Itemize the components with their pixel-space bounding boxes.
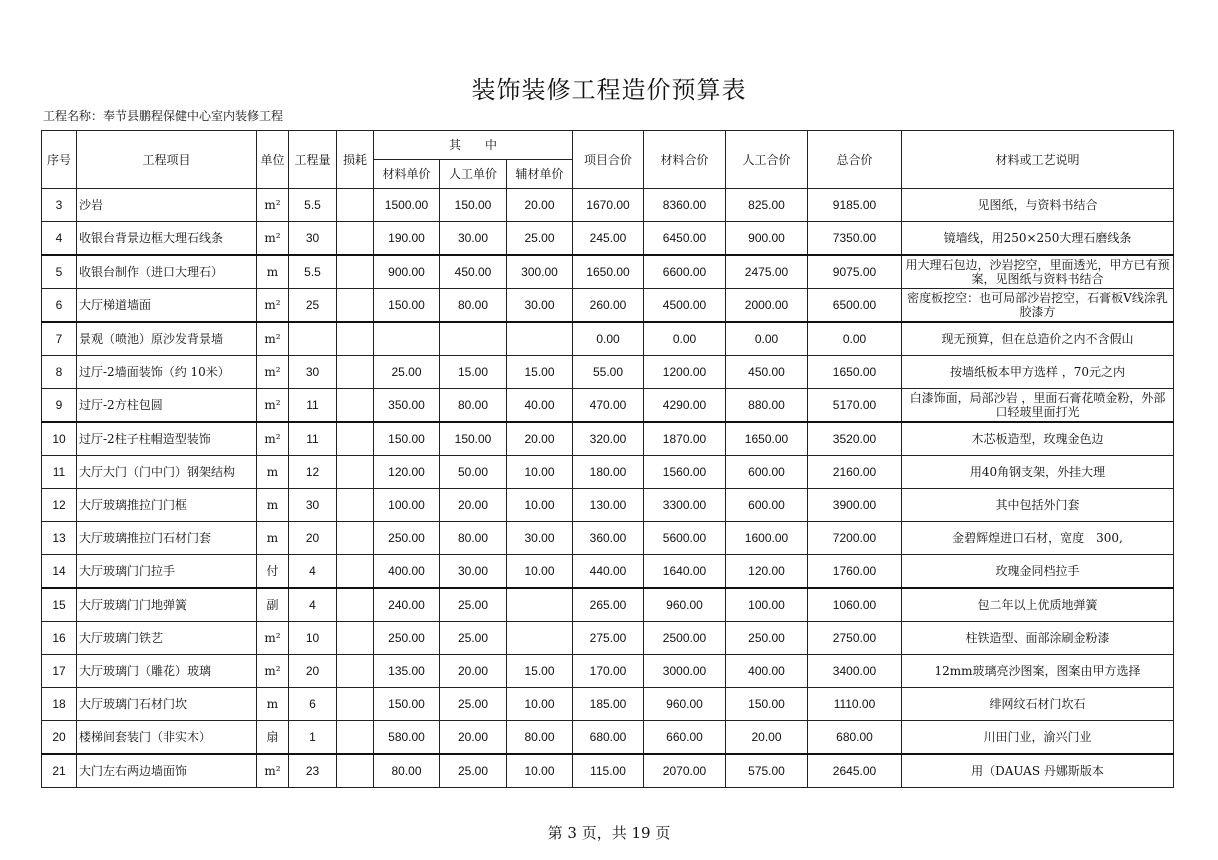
cell-loss (337, 255, 374, 289)
table-row (42, 721, 1174, 755)
cell-seq: 18 (42, 688, 77, 721)
cell-aux-price: 10.00 (507, 489, 573, 522)
header-among: 其 中 (374, 131, 573, 160)
cell-qty: 1 (289, 721, 337, 755)
cell-labor-total: 400.00 (726, 655, 808, 688)
cell-unit: m² (257, 222, 289, 256)
cell-seq: 4 (42, 222, 77, 256)
cell-labor-total: 120.00 (726, 555, 808, 589)
cell-qty: 10 (289, 622, 337, 655)
cell-item: 大厅玻璃门门拉手 (77, 555, 257, 589)
cell-labor-price: 25.00 (440, 588, 507, 622)
cell-item: 收银台背景边框大理石线条 (77, 222, 257, 256)
cell-item-total: 245.00 (573, 222, 644, 256)
cell-item-total: 185.00 (573, 688, 644, 721)
cell-labor-price: 150.00 (440, 422, 507, 456)
cell-unit: m² (257, 422, 289, 456)
cell-labor-price: 30.00 (440, 555, 507, 589)
cell-grand-total: 3400.00 (808, 655, 902, 688)
cell-item: 大厅玻璃推拉门门框 (77, 489, 257, 522)
cell-note: 川田门业，渝兴门业 (902, 721, 1174, 755)
cell-note: 用大理石包边，沙岩挖空，里面透光，甲方已有预案，见图纸与资料书结合 (902, 255, 1174, 289)
cell-seq: 6 (42, 289, 77, 323)
cell-unit: m² (257, 356, 289, 389)
cell-labor-total: 100.00 (726, 588, 808, 622)
cell-labor-price (440, 322, 507, 356)
cell-seq: 14 (42, 555, 77, 589)
cell-qty: 11 (289, 422, 337, 456)
cell-labor-price: 20.00 (440, 721, 507, 755)
cell-labor-price: 25.00 (440, 688, 507, 721)
cell-material-price (374, 322, 440, 356)
header-unit: 单位 (257, 131, 289, 189)
cell-material-total: 960.00 (644, 588, 726, 622)
cell-seq: 15 (42, 588, 77, 622)
cell-seq: 10 (42, 422, 77, 456)
table-row (42, 489, 1174, 522)
cell-labor-total: 900.00 (726, 222, 808, 256)
cell-unit: m² (257, 189, 289, 222)
cell-unit: m (257, 688, 289, 721)
cell-aux-price: 15.00 (507, 655, 573, 688)
cell-qty: 5.5 (289, 189, 337, 222)
header-loss: 损耗 (337, 131, 374, 189)
cell-material-price: 240.00 (374, 588, 440, 622)
table-row (42, 389, 1174, 423)
cell-material-price: 80.00 (374, 754, 440, 788)
cell-material-price: 400.00 (374, 555, 440, 589)
table-row (42, 655, 1174, 688)
table-row (42, 255, 1174, 289)
cell-note: 12mm玻璃亮沙图案，图案由甲方选择 (902, 655, 1174, 688)
cell-labor-price: 150.00 (440, 189, 507, 222)
cell-item: 过厅-2方柱包圆 (77, 389, 257, 423)
cell-loss (337, 588, 374, 622)
cell-item: 收银台制作（进口大理石） (77, 255, 257, 289)
cell-unit: m² (257, 655, 289, 688)
cell-item: 大厅玻璃门门地弹簧 (77, 588, 257, 622)
cell-aux-price: 30.00 (507, 522, 573, 555)
cell-qty: 11 (289, 389, 337, 423)
cell-qty: 20 (289, 522, 337, 555)
cell-note: 其中包括外门套 (902, 489, 1174, 522)
cell-item-total: 130.00 (573, 489, 644, 522)
cell-item: 大厅玻璃推拉门石材门套 (77, 522, 257, 555)
table-row (42, 322, 1174, 356)
cell-note: 用40角钢支架，外挂大理 (902, 456, 1174, 489)
cell-aux-price (507, 588, 573, 622)
cell-note: 密度板挖空：也可局部沙岩挖空，石膏板V线涂乳胶漆方 (902, 289, 1174, 323)
cell-grand-total: 7200.00 (808, 522, 902, 555)
cell-note: 见图纸，与资料书结合 (902, 189, 1174, 222)
cell-unit: m² (257, 622, 289, 655)
cell-material-total: 3300.00 (644, 489, 726, 522)
cell-labor-total: 600.00 (726, 456, 808, 489)
cell-grand-total: 7350.00 (808, 222, 902, 256)
cell-material-total: 5600.00 (644, 522, 726, 555)
cell-unit: m² (257, 289, 289, 323)
header-notes: 材料或工艺说明 (902, 131, 1174, 189)
table-header-row (42, 131, 1174, 160)
cell-item-total: 1650.00 (573, 255, 644, 289)
table-row (42, 555, 1174, 589)
cell-note: 木芯板造型，玫瑰金色边 (902, 422, 1174, 456)
table-row (42, 688, 1174, 721)
cell-labor-price: 50.00 (440, 456, 507, 489)
cell-seq: 17 (42, 655, 77, 688)
cell-grand-total: 3900.00 (808, 489, 902, 522)
cell-item-total: 440.00 (573, 555, 644, 589)
cell-labor-total: 20.00 (726, 721, 808, 755)
cell-material-price: 25.00 (374, 356, 440, 389)
cell-unit: m² (257, 389, 289, 423)
cell-note: 柱铁造型、面部涂刷金粉漆 (902, 622, 1174, 655)
project-name: 奉节县鹏程保健中心室内装修工程 (103, 109, 284, 123)
cell-material-total: 1640.00 (644, 555, 726, 589)
cell-item: 大厅玻璃门（雕花）玻璃 (77, 655, 257, 688)
cell-material-total: 2070.00 (644, 754, 726, 788)
cell-aux-price: 80.00 (507, 721, 573, 755)
cell-material-price: 150.00 (374, 289, 440, 323)
cell-item-total: 680.00 (573, 721, 644, 755)
header-item-total: 项目合价 (573, 131, 644, 189)
cell-labor-price: 80.00 (440, 389, 507, 423)
header-qty: 工程量 (289, 131, 337, 189)
cell-labor-total: 575.00 (726, 754, 808, 788)
cell-loss (337, 522, 374, 555)
cell-labor-price: 80.00 (440, 522, 507, 555)
table-row (42, 289, 1174, 323)
cell-item: 大厅玻璃门石材门坎 (77, 688, 257, 721)
cell-material-price: 1500.00 (374, 189, 440, 222)
cell-grand-total: 9075.00 (808, 255, 902, 289)
cell-loss (337, 754, 374, 788)
cell-unit: m (257, 489, 289, 522)
project-name-line (43, 107, 283, 124)
cell-loss (337, 222, 374, 256)
cell-seq: 3 (42, 189, 77, 222)
cell-labor-total: 2000.00 (726, 289, 808, 323)
cell-unit: 付 (257, 555, 289, 589)
cell-seq: 12 (42, 489, 77, 522)
cell-item-total: 275.00 (573, 622, 644, 655)
cell-loss (337, 655, 374, 688)
cell-item-total: 360.00 (573, 522, 644, 555)
header-seq: 序号 (42, 131, 77, 189)
cell-loss (337, 422, 374, 456)
cell-aux-price: 30.00 (507, 289, 573, 323)
cell-material-price: 190.00 (374, 222, 440, 256)
cell-note: 玫瑰金同档拉手 (902, 555, 1174, 589)
cell-grand-total: 3520.00 (808, 422, 902, 456)
cell-grand-total: 2645.00 (808, 754, 902, 788)
cell-material-total: 0.00 (644, 322, 726, 356)
cell-unit: 扇 (257, 721, 289, 755)
cell-loss (337, 688, 374, 721)
cell-material-price: 900.00 (374, 255, 440, 289)
header-labor-total: 人工合价 (726, 131, 808, 189)
cell-labor-price: 450.00 (440, 255, 507, 289)
cell-loss (337, 489, 374, 522)
cell-material-total: 4500.00 (644, 289, 726, 323)
cell-material-price: 100.00 (374, 489, 440, 522)
cell-labor-total: 250.00 (726, 622, 808, 655)
cell-item: 过厅-2柱子柱帽造型装饰 (77, 422, 257, 456)
cell-unit: 副 (257, 588, 289, 622)
cell-aux-price: 10.00 (507, 456, 573, 489)
page-title: 装饰装修工程造价预算表 (471, 76, 747, 104)
cell-seq: 8 (42, 356, 77, 389)
cell-labor-price: 80.00 (440, 289, 507, 323)
header-item: 工程项目 (77, 131, 257, 189)
table-row (42, 522, 1174, 555)
cell-labor-price: 20.00 (440, 489, 507, 522)
cell-labor-total: 825.00 (726, 189, 808, 222)
header-labor-price: 人工单价 (440, 160, 507, 189)
cell-qty: 4 (289, 588, 337, 622)
cell-item-total: 260.00 (573, 289, 644, 323)
cell-note: 包二年以上优质地弹簧 (902, 588, 1174, 622)
cell-material-price: 150.00 (374, 688, 440, 721)
cell-loss (337, 189, 374, 222)
cell-loss (337, 289, 374, 323)
cell-item-total: 180.00 (573, 456, 644, 489)
cell-item-total: 115.00 (573, 754, 644, 788)
cell-material-total: 4290.00 (644, 389, 726, 423)
cell-note: 按墙纸板本甲方选样 ，70元之内 (902, 356, 1174, 389)
cell-item-total: 170.00 (573, 655, 644, 688)
cell-item-total: 320.00 (573, 422, 644, 456)
cell-grand-total: 1650.00 (808, 356, 902, 389)
cell-material-total: 6600.00 (644, 255, 726, 289)
cell-unit: m (257, 522, 289, 555)
cell-aux-price: 25.00 (507, 222, 573, 256)
cell-item: 沙岩 (77, 189, 257, 222)
cell-material-price: 150.00 (374, 422, 440, 456)
cell-material-total: 960.00 (644, 688, 726, 721)
table-row (42, 588, 1174, 622)
cell-loss (337, 555, 374, 589)
table-row (42, 456, 1174, 489)
cell-aux-price: 20.00 (507, 189, 573, 222)
cell-labor-total: 1650.00 (726, 422, 808, 456)
cell-seq: 9 (42, 389, 77, 423)
cell-material-total: 2500.00 (644, 622, 726, 655)
cell-aux-price: 300.00 (507, 255, 573, 289)
cell-qty: 6 (289, 688, 337, 721)
table-row (42, 222, 1174, 256)
cell-item-total: 0.00 (573, 322, 644, 356)
cell-unit: m² (257, 754, 289, 788)
cell-aux-price: 15.00 (507, 356, 573, 389)
cell-material-total: 8360.00 (644, 189, 726, 222)
cell-grand-total: 1110.00 (808, 688, 902, 721)
cell-grand-total: 2160.00 (808, 456, 902, 489)
cell-aux-price: 40.00 (507, 389, 573, 423)
cell-unit: m² (257, 322, 289, 356)
cell-seq: 7 (42, 322, 77, 356)
cell-seq: 5 (42, 255, 77, 289)
cell-item: 大厅大门（门中门）钢架结构 (77, 456, 257, 489)
cell-grand-total: 5170.00 (808, 389, 902, 423)
cell-loss (337, 721, 374, 755)
cell-item: 大门左右两边墙面饰 (77, 754, 257, 788)
cell-loss (337, 322, 374, 356)
cell-qty: 30 (289, 489, 337, 522)
cell-aux-price (507, 622, 573, 655)
cell-note: 金碧辉煌进口石材，宽度 300, (902, 522, 1174, 555)
page-footer: 第 3 页，共 19 页 (547, 824, 671, 842)
cell-qty: 20 (289, 655, 337, 688)
cell-seq: 20 (42, 721, 77, 755)
cell-qty: 30 (289, 222, 337, 256)
cell-note: 用（DAUAS 丹娜斯版本 (902, 754, 1174, 788)
cell-labor-total: 450.00 (726, 356, 808, 389)
project-label: 工程名称： (43, 109, 104, 123)
cell-item: 过厅-2墙面装饰（约 10米） (77, 356, 257, 389)
cell-labor-total: 1600.00 (726, 522, 808, 555)
cell-item: 景观（喷池）原沙发背景墙 (77, 322, 257, 356)
cell-material-price: 350.00 (374, 389, 440, 423)
table-row (42, 622, 1174, 655)
cell-grand-total: 9185.00 (808, 189, 902, 222)
cell-item-total: 1670.00 (573, 189, 644, 222)
cell-qty: 25 (289, 289, 337, 323)
cell-labor-price: 20.00 (440, 655, 507, 688)
table-row (42, 356, 1174, 389)
table-row (42, 754, 1174, 788)
budget-table (41, 130, 1174, 788)
cell-item-total: 265.00 (573, 588, 644, 622)
cell-material-price: 250.00 (374, 522, 440, 555)
cell-aux-price: 10.00 (507, 754, 573, 788)
cell-grand-total: 680.00 (808, 721, 902, 755)
cell-item: 楼梯间套装门（非实木） (77, 721, 257, 755)
cell-labor-price: 15.00 (440, 356, 507, 389)
cell-qty: 12 (289, 456, 337, 489)
cell-material-total: 1560.00 (644, 456, 726, 489)
cell-grand-total: 2750.00 (808, 622, 902, 655)
cell-material-total: 3000.00 (644, 655, 726, 688)
cell-labor-price: 25.00 (440, 754, 507, 788)
cell-qty (289, 322, 337, 356)
cell-qty: 30 (289, 356, 337, 389)
cell-seq: 16 (42, 622, 77, 655)
header-material-price: 材料单价 (374, 160, 440, 189)
cell-grand-total: 1060.00 (808, 588, 902, 622)
cell-labor-total: 2475.00 (726, 255, 808, 289)
cell-material-price: 120.00 (374, 456, 440, 489)
header-material-total: 材料合价 (644, 131, 726, 189)
cell-material-total: 6450.00 (644, 222, 726, 256)
cell-loss (337, 456, 374, 489)
header-aux-price: 辅材单价 (507, 160, 573, 189)
cell-material-price: 580.00 (374, 721, 440, 755)
cell-unit: m (257, 456, 289, 489)
cell-labor-price: 30.00 (440, 222, 507, 256)
cell-labor-total: 150.00 (726, 688, 808, 721)
cell-aux-price: 10.00 (507, 555, 573, 589)
cell-grand-total: 6500.00 (808, 289, 902, 323)
cell-material-total: 660.00 (644, 721, 726, 755)
cell-grand-total: 1760.00 (808, 555, 902, 589)
cell-seq: 11 (42, 456, 77, 489)
cell-loss (337, 622, 374, 655)
cell-aux-price: 20.00 (507, 422, 573, 456)
table-row (42, 422, 1174, 456)
cell-aux-price (507, 322, 573, 356)
cell-seq: 21 (42, 754, 77, 788)
cell-item-total: 470.00 (573, 389, 644, 423)
cell-note: 镜墙线，用250×250大理石磨线条 (902, 222, 1174, 256)
cell-labor-price: 25.00 (440, 622, 507, 655)
cell-qty: 23 (289, 754, 337, 788)
cell-note: 绯网纹石材门坎石 (902, 688, 1174, 721)
cell-aux-price: 10.00 (507, 688, 573, 721)
cell-unit: m (257, 255, 289, 289)
table-row (42, 189, 1174, 222)
cell-labor-total: 0.00 (726, 322, 808, 356)
header-grand-total: 总合价 (808, 131, 902, 189)
cell-labor-total: 880.00 (726, 389, 808, 423)
cell-note: 现无预算，但在总造价之内不含假山 (902, 322, 1174, 356)
cell-item-total: 55.00 (573, 356, 644, 389)
cell-material-price: 250.00 (374, 622, 440, 655)
cell-note: 白漆饰面，局部沙岩 ，里面石膏花喷金粉，外部口轻玻里面打光 (902, 389, 1174, 423)
cell-material-total: 1870.00 (644, 422, 726, 456)
cell-item: 大厅梯道墙面 (77, 289, 257, 323)
cell-seq: 13 (42, 522, 77, 555)
cell-loss (337, 389, 374, 423)
cell-loss (337, 356, 374, 389)
cell-material-price: 135.00 (374, 655, 440, 688)
cell-grand-total: 0.00 (808, 322, 902, 356)
cell-material-total: 1200.00 (644, 356, 726, 389)
cell-labor-total: 600.00 (726, 489, 808, 522)
cell-qty: 4 (289, 555, 337, 589)
cell-qty: 5.5 (289, 255, 337, 289)
cell-item: 大厅玻璃门铁艺 (77, 622, 257, 655)
